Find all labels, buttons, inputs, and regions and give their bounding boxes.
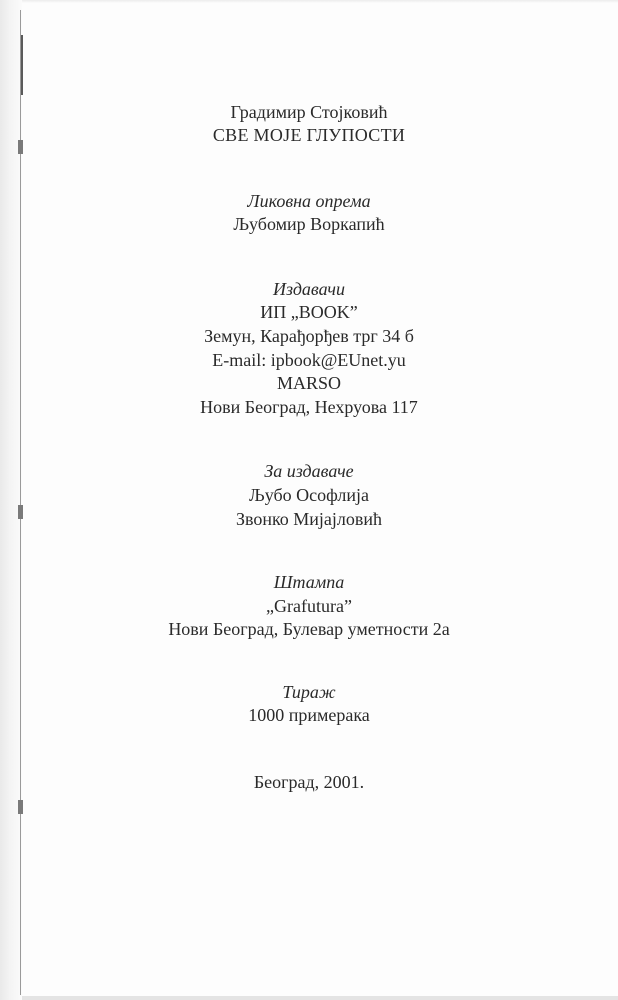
for-publishers-name: Љубо Ософлија (249, 485, 369, 505)
publisher-line: MARSO (276, 373, 342, 393)
publisher-line: ИП „BOOK” (260, 302, 358, 322)
publisher-line: Нови Београд, Нехруова 117 (200, 397, 418, 417)
for-publishers-name: Звонко Мијајловић (235, 509, 383, 529)
print-label: Штампа (273, 572, 345, 592)
for-publishers-label: За издаваче (264, 461, 354, 481)
binding-mark (21, 35, 23, 95)
author-name: Градимир Стојковић (230, 102, 388, 122)
design-name: Љубомир Воркапић (233, 214, 385, 234)
run-label: Тираж (282, 682, 336, 702)
book-title: СВЕ МОЈЕ ГЛУПОСТИ (212, 125, 406, 145)
publisher-line: Земун, Карађорђев трг 34 б (204, 326, 414, 346)
run-value: 1000 примерака (248, 705, 370, 725)
place-year: Београд, 2001. (253, 772, 365, 792)
publisher-email: E-mail: ipbook@EUnet.yu (212, 350, 406, 370)
design-label: Ликовна опрема (247, 191, 371, 211)
binding-stitch (18, 800, 23, 814)
printer-address: Нови Београд, Булевар уметности 2а (168, 619, 450, 639)
page-top-edge (22, 0, 618, 3)
page-bottom-edge (22, 996, 618, 1000)
printer-name: „Grafutura” (266, 596, 352, 616)
publishers-label: Издавачи (273, 279, 345, 299)
